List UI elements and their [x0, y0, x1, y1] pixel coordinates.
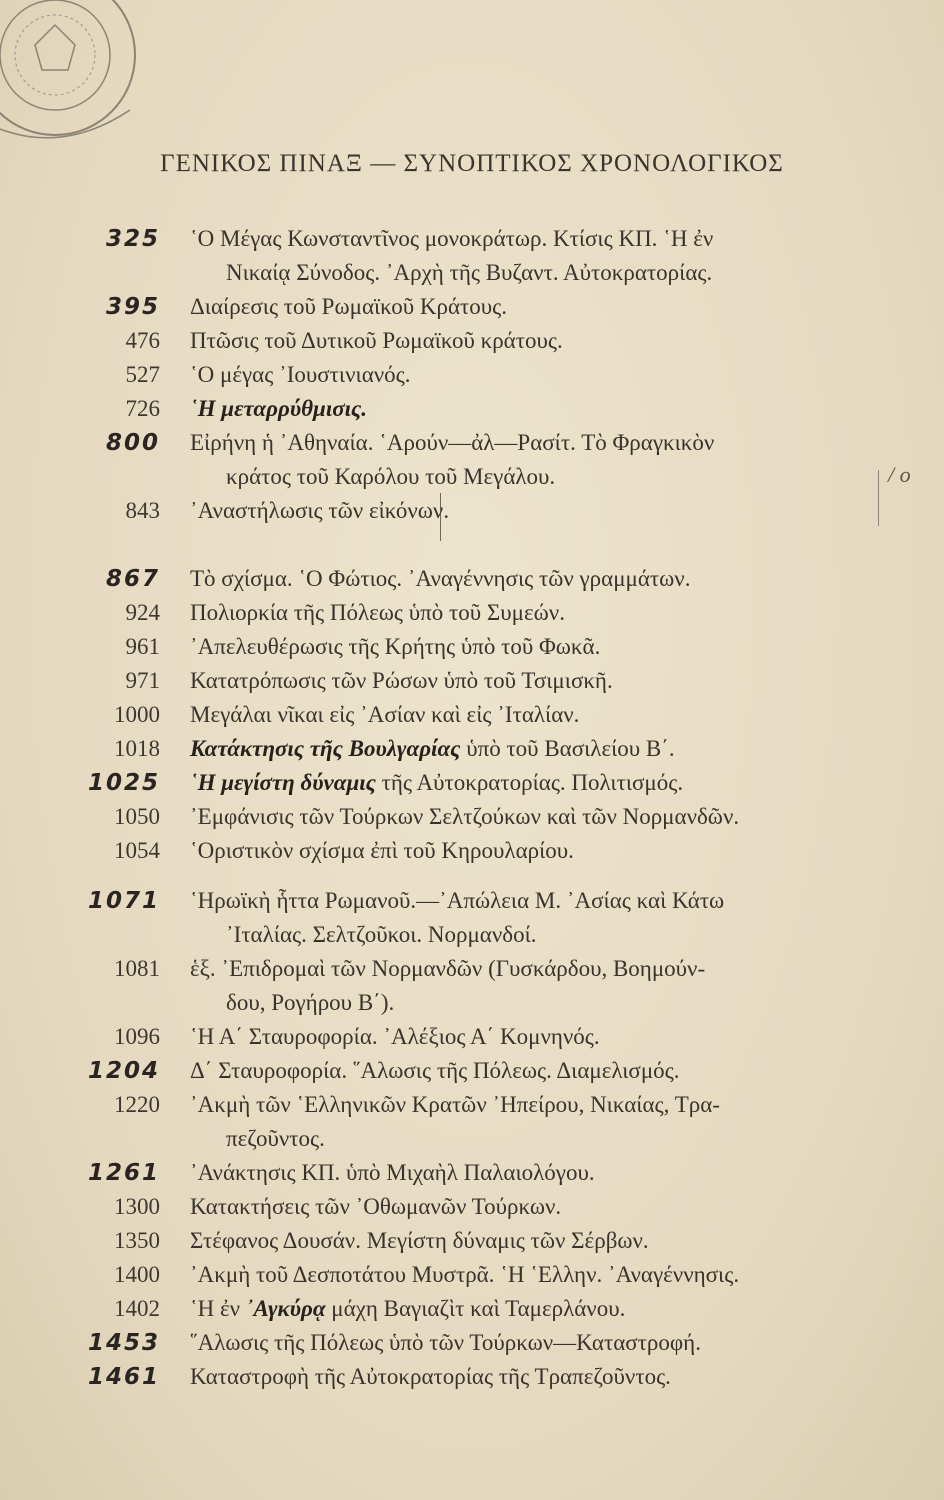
- entry-row: [0, 766, 944, 800]
- entry-text: [190, 1224, 840, 1258]
- entry-row: [0, 834, 944, 868]
- entry-row-continuation: [0, 918, 944, 952]
- entry-row: [0, 630, 944, 664]
- entry-text: [190, 1020, 840, 1054]
- entry-text-line2: Νικαίᾳ Σύνοδος. ᾿Αρχὴ τῆς Βυζαντ. Αὐτοκρατορίας.: [226, 260, 713, 285]
- entry-text-line2: πεζοῦντος.: [226, 1126, 325, 1151]
- entry-text: [190, 698, 840, 732]
- entry-text-line1: ῾Οριστικὸν σχίσμα ἐπὶ τοῦ Κηρουλαρίου.: [190, 838, 574, 863]
- entry-text-line1: ῞Αλωσις τῆς Πόλεως ὑπὸ τῶν Τούρκων—Καταστροφή.: [190, 1330, 701, 1355]
- entry-row: [0, 290, 944, 324]
- entry-row: [0, 562, 944, 596]
- entry-text-line1: ᾿Εμφάνισις τῶν Τούρκων Σελτζούκων καὶ τῶν Νορμανδῶν.: [190, 804, 740, 829]
- entry-text-line1: ἑξ. ᾿Επιδρομαὶ τῶν Νορμανδῶν (Γυσκάρδου, Βοημούν-: [190, 956, 706, 981]
- entry-year: 971: [125, 668, 160, 693]
- entry-text-line1: ῾Ηρωϊκὴ ἧττα Ρωμανοῦ.—᾿Απώλεια Μ. ᾿Ασίας καὶ Κάτω: [190, 888, 725, 913]
- entry-text: [190, 1054, 840, 1088]
- entry-row: [0, 1190, 944, 1224]
- entry-row-continuation: [0, 1122, 944, 1156]
- entry-year: 843: [125, 498, 160, 523]
- entry-text-line1: ῾Η Α΄ Σταυροφορία. ᾿Αλέξιος Α΄ Κομνηνός.: [190, 1024, 600, 1049]
- entry-row: [0, 1156, 944, 1190]
- entry-year: 1400: [114, 1262, 160, 1287]
- entry-year: 1300: [114, 1194, 160, 1219]
- entry-text: [190, 732, 840, 766]
- entry-text-line2: δου, Ρογήρου Β΄).: [226, 990, 395, 1015]
- entry-year: 1081: [114, 956, 160, 981]
- entry-text-line1: Μεγάλαι νῖκαι εἰς ᾿Ασίαν καὶ εἰς ᾿Ιταλίαν.: [190, 702, 580, 727]
- entry-text: [190, 664, 840, 698]
- entry-text-line1: Στέφανος Δουσάν. Μεγίστη δύναμις τῶν Σέρβων.: [190, 1228, 649, 1253]
- entry-text-line1: ᾿Ακμὴ τῶν ῾Ελληνικῶν Κρατῶν ᾿Ηπείρου, Νικαίας, Τρα-: [190, 1092, 720, 1117]
- entry-year: 1261: [87, 1160, 160, 1186]
- entry-year: 1050: [114, 804, 160, 829]
- entry-text: [190, 884, 840, 918]
- entry-year: 527: [125, 362, 160, 387]
- entry-year: 1453: [87, 1330, 160, 1356]
- entry-row-continuation: [0, 460, 944, 494]
- entry-text-line1: Κατατρόπωσις τῶν Ρώσων ὑπὸ τοῦ Τσιμισκῆ.: [190, 668, 613, 693]
- entry-row: [0, 324, 944, 358]
- entry-text-line1: ᾿Αναστήλωσις τῶν εἰκόνων.: [190, 498, 450, 523]
- entry-year: 1018: [114, 736, 160, 761]
- entry-row: [0, 952, 944, 986]
- entry-text-line1: Διαίρεσις τοῦ Ρωμαϊκοῦ Κράτους.: [190, 294, 508, 319]
- entry-row: [0, 1020, 944, 1054]
- library-stamp-icon: [0, 0, 150, 150]
- entry-text: [190, 800, 840, 834]
- entry-year: 726: [125, 396, 160, 421]
- entry-text-rest: τῆς Αὐτοκρατορίας. Πολιτισμός.: [375, 770, 684, 795]
- entry-text-line1: Πολιορκία τῆς Πόλεως ὑπὸ τοῦ Συμεών.: [190, 600, 565, 625]
- entry-text-emphasis: ῾Η μεγίστη δύναμις: [190, 770, 376, 795]
- entry-row: [0, 1054, 944, 1088]
- entry-text-emphasis: ῾Η μεταρρύθμισις.: [190, 396, 368, 421]
- entry-year: 1000: [114, 702, 160, 727]
- entry-text: [190, 630, 840, 664]
- entry-row: [0, 426, 944, 460]
- entry-text-line1: ῾Ο Μέγας Κωνσταντῖνος μονοκράτωρ. Κτίσις ΚΠ. ῾Η ἐν: [190, 226, 714, 251]
- entry-row: [0, 358, 944, 392]
- entry-year: 1402: [114, 1296, 160, 1321]
- entry-year: 1071: [87, 888, 160, 914]
- entry-text-line1: ᾿Ακμὴ τοῦ Δεσποτάτου Μυστρᾶ. ῾Η ῾Ελλην. ᾿Αναγέννησις.: [190, 1262, 740, 1287]
- entry-text: [190, 1156, 840, 1190]
- entry-year: 476: [125, 328, 160, 353]
- entry-text-line1: Τὸ σχίσμα. ῾Ο Φώτιος. ᾿Αναγέννησις τῶν γραμμάτων.: [190, 566, 691, 591]
- entry-row: [0, 732, 944, 766]
- entry-year: 1204: [87, 1058, 160, 1084]
- entry-text-prefix: ῾Η ἐν: [190, 1296, 246, 1321]
- entry-text-line1: ᾿Ανάκτησις ΚΠ. ὑπὸ Μιχαὴλ Παλαιολόγου.: [190, 1160, 595, 1185]
- entry-row: [0, 664, 944, 698]
- entry-row: [0, 1224, 944, 1258]
- entry-text-line1: Εἰρήνη ἡ ᾿Αθηναία. ῾Αρούν—ἀλ—Ρασίτ. Τὸ Φραγκικὸν: [190, 430, 715, 455]
- entry-text: [190, 1190, 840, 1224]
- entry-text: [190, 222, 840, 256]
- entry-text-line1: Δ΄ Σταυροφορία. ῞Αλωσις τῆς Πόλεως. Διαμελισμός.: [190, 1058, 680, 1083]
- entry-row: [0, 1258, 944, 1292]
- entry-row: [0, 222, 944, 256]
- entry-row: [0, 1292, 944, 1326]
- entry-text-line1: Κατακτήσεις τῶν ᾿Οθωμανῶν Τούρκων.: [190, 1194, 562, 1219]
- entry-text: [190, 562, 840, 596]
- entry-text: [190, 1292, 840, 1326]
- entry-text-line2: ᾿Ιταλίας. Σελτζοῦκοι. Νορμανδοί.: [226, 922, 537, 947]
- entry-text-line1: ῾Ο μέγας ᾿Ιουστινιανός.: [190, 362, 411, 387]
- entry-text: [190, 290, 840, 324]
- entry-year: 325: [105, 226, 160, 252]
- entry-text: [190, 358, 840, 392]
- entry-row: [0, 1088, 944, 1122]
- margin-note: / ο: [888, 462, 911, 487]
- entry-year: 800: [105, 430, 160, 456]
- entry-text: [190, 952, 840, 986]
- entry-text-rest: μάχη Βαγιαζὶτ καὶ Ταμερλάνου.: [325, 1296, 626, 1321]
- entry-row: [0, 596, 944, 630]
- entry-text: [190, 766, 840, 800]
- entry-row: [0, 494, 944, 528]
- entry-text-line1: Καταστροφὴ τῆς Αὐτοκρατορίας τῆς Τραπεζοῦντος.: [190, 1364, 671, 1389]
- entry-text-line1: ᾿Απελευθέρωσις τῆς Κρήτης ὑπὸ τοῦ Φωκᾶ.: [190, 634, 601, 659]
- entry-row: [0, 698, 944, 732]
- entry-text-rest: ὑπὸ τοῦ Βασιλείου Β΄.: [460, 736, 675, 761]
- entry-year: 1350: [114, 1228, 160, 1253]
- entry-text-emphasis: ᾿Αγκύρᾳ: [245, 1296, 326, 1321]
- entry-text: [190, 1088, 840, 1122]
- entry-year: 1096: [114, 1024, 160, 1049]
- entry-text-line1: Πτῶσις τοῦ Δυτικοῦ Ρωμαϊκοῦ κράτους.: [190, 328, 563, 353]
- entry-text: [190, 596, 840, 630]
- entry-text: [190, 494, 840, 528]
- entry-row: [0, 800, 944, 834]
- entry-row-continuation: [0, 986, 944, 1020]
- entry-year: 924: [125, 600, 160, 625]
- entry-year: 1025: [87, 770, 160, 796]
- entry-row-continuation: [0, 256, 944, 290]
- entry-text: [190, 392, 840, 426]
- page-title: ΓΕΝΙΚΟΣ ΠΙΝΑΞ — ΣΥΝΟΠΤΙΚΟΣ ΧΡΟΝΟΛΟΓΙΚΟΣ: [160, 150, 784, 177]
- entry-row: [0, 1360, 944, 1394]
- entry-text-line2: κράτος τοῦ Καρόλου τοῦ Μεγάλου.: [226, 464, 556, 489]
- entry-row: [0, 1326, 944, 1360]
- entry-text: [190, 834, 840, 868]
- entry-year: 867: [105, 566, 160, 592]
- entry-year: 395: [105, 294, 160, 320]
- entry-year: 1461: [87, 1364, 160, 1390]
- entry-year: 961: [125, 634, 160, 659]
- entry-text: [190, 324, 840, 358]
- entry-text: [190, 426, 840, 460]
- entry-year: 1054: [114, 838, 160, 863]
- entry-text: [190, 1360, 840, 1394]
- entry-text: [190, 1326, 840, 1360]
- entry-year: 1220: [114, 1092, 160, 1117]
- entry-text: [190, 1258, 840, 1292]
- entry-row: [0, 884, 944, 918]
- entry-text-emphasis: Κατάκτησις τῆς Βουλγαρίας: [190, 736, 461, 761]
- entry-row: [0, 392, 944, 426]
